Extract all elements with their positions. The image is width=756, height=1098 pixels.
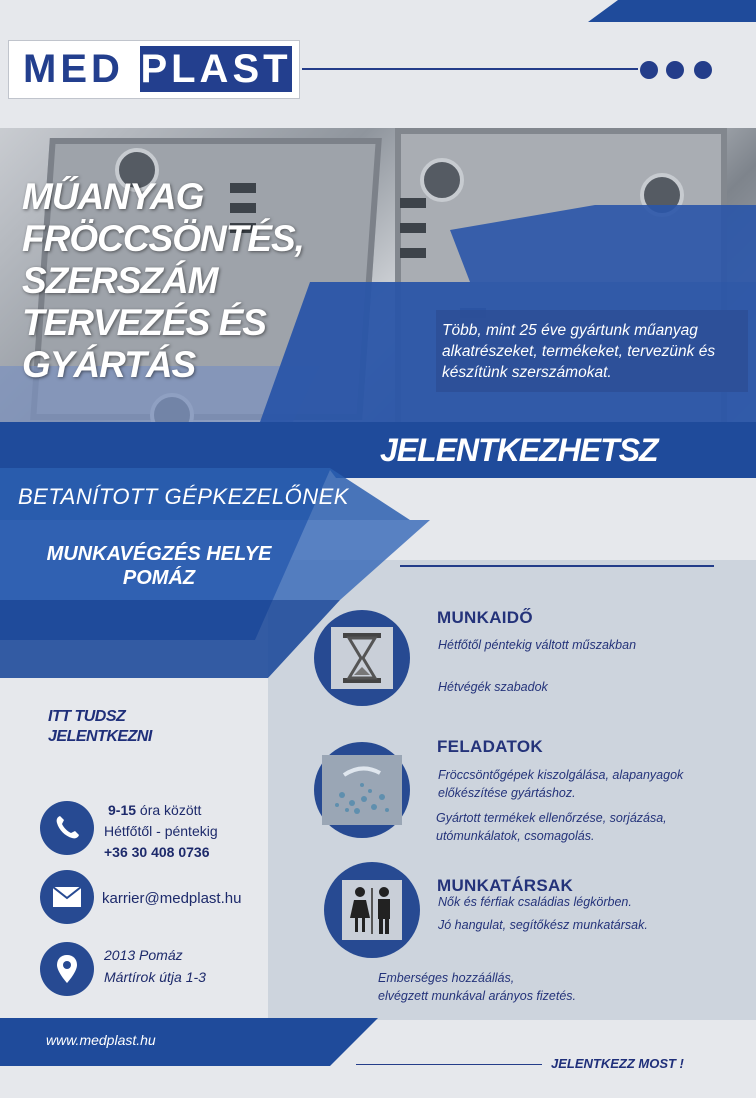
- contact-days: Hétfőtől - péntekig: [104, 823, 218, 839]
- contact-hours-text: óra között: [136, 802, 202, 818]
- contact-hours-bold: 9-15: [108, 802, 137, 818]
- work-location-label: MUNKAVÉGZÉS HELYE: [46, 543, 272, 565]
- feladatok-line-2: Gyártott termékek ellenőrzése, sorjázása, utómunkálatok, csomagolás.: [436, 811, 667, 843]
- contact-phone[interactable]: +36 30 408 0736: [104, 844, 210, 860]
- munkaido-line-2: Hétvégék szabadok: [438, 680, 548, 694]
- apply-heading-line-1: ITT TUDSZ: [48, 708, 126, 725]
- logo-med-text: MED: [23, 47, 124, 91]
- apply-heading-line-2: JELENTKEZNI: [48, 728, 152, 745]
- apply-heading: [48, 707, 152, 747]
- hero-title: MŰANYAG FRÖCCSÖNTÉS, SZERSZÁM TERVEZÉS ÉS GYÁRTÁS: [22, 176, 304, 385]
- location-pin-icon: [40, 942, 94, 996]
- hourglass-icon: [314, 610, 410, 706]
- benefit-line-1: Emberséges hozzáállás,: [378, 971, 515, 985]
- section-title-munkatarsak: MUNKATÁRSAK: [437, 876, 574, 895]
- position-title: BETANÍTOTT GÉPKEZELŐNEK: [18, 484, 349, 509]
- section-divider: [400, 565, 714, 567]
- feladatok-line-1: Fröccsöntőgépek kiszolgálása, alapanyagok előkészítése gyártáshoz.: [438, 768, 684, 800]
- work-location-city: POMÁZ: [122, 567, 196, 589]
- woman-man-icon: [324, 862, 420, 958]
- headline: JELENTKEZHETSZ: [380, 432, 658, 468]
- phone-icon: [40, 801, 94, 855]
- munkatarsak-line-1: Nők és férfiak családias légkörben.: [438, 895, 632, 909]
- benefit-line-2: elvégzett munkával arányos fizetés.: [378, 989, 577, 1003]
- website-link[interactable]: www.medplast.hu: [46, 1032, 156, 1048]
- work-location: [14, 542, 304, 590]
- section-title-feladatok: FELADATOK: [437, 737, 543, 756]
- munkaido-line-1: Hétfőtől péntekig váltott műszakban: [438, 638, 637, 652]
- hero-subtitle: Több, mint 25 éve gyártunk műanyag alkatrészeket, termékeket, tervezünk és készítünk szerszámokat.: [442, 322, 716, 381]
- plastic-granules-icon: [314, 742, 410, 838]
- munkatarsak-line-2: Jó hangulat, segítőkész munkatársak.: [438, 918, 648, 932]
- contact-email[interactable]: karrier@medplast.hu: [102, 890, 242, 907]
- section-title-munkaido: MUNKAIDŐ: [437, 608, 533, 627]
- apply-now-cta[interactable]: JELENTKEZZ MOST !: [551, 1056, 684, 1071]
- contact-address-line-1: 2013 Pomáz: [104, 947, 183, 963]
- envelope-icon: [40, 870, 94, 924]
- contact-hours: [108, 800, 201, 821]
- footer-divider: [356, 1064, 542, 1065]
- contact-address-line-2: Mártírok útja 1-3: [104, 969, 206, 985]
- logo-plast-text: PLAST: [140, 47, 292, 91]
